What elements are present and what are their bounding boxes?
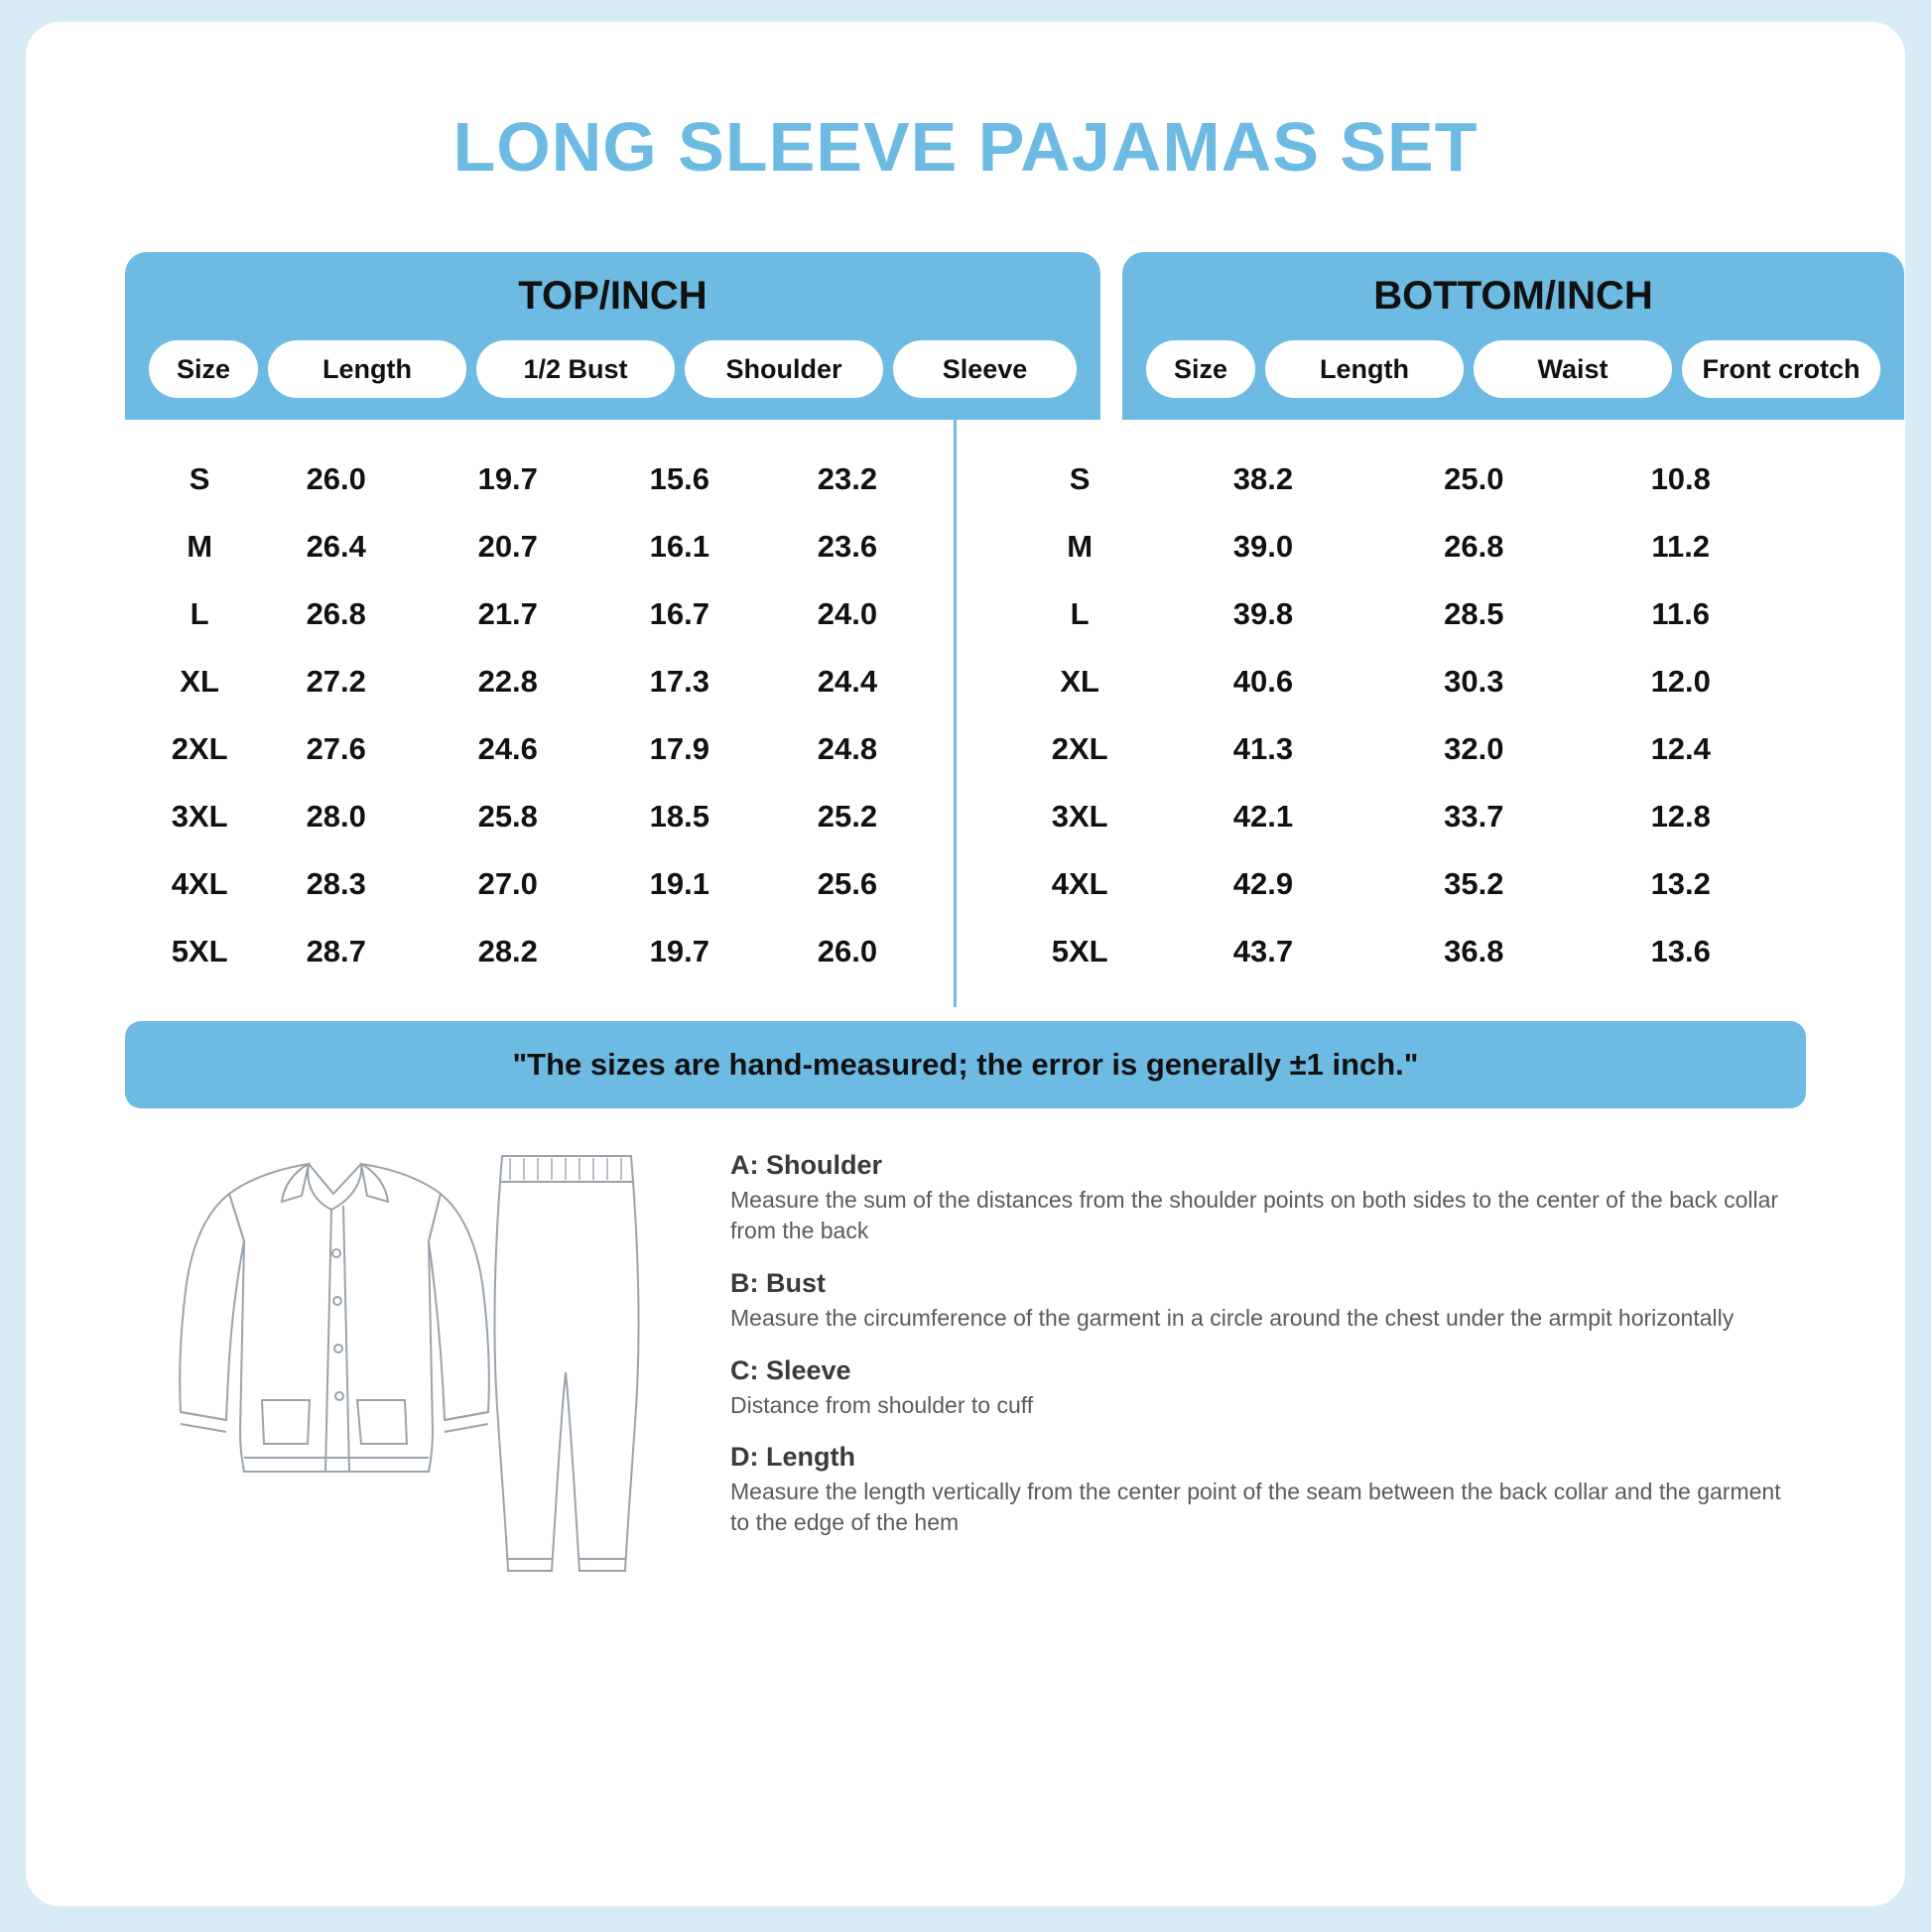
column-header-length: Length (268, 340, 466, 398)
cell-length: 39.8 (1232, 596, 1294, 632)
cell-half-bust: 25.8 (477, 799, 538, 835)
cell-size: 3XL (171, 799, 228, 835)
cell-shoulder: 17.3 (649, 664, 709, 700)
table-row (149, 918, 930, 985)
cell-size: 2XL (1051, 731, 1108, 767)
cell-half-bust: 28.2 (477, 934, 538, 969)
column-header-front-crotch: Front crotch (1682, 340, 1880, 398)
pajama-set-line-drawing (135, 1134, 691, 1601)
cell-front-crotch: 12.4 (1650, 731, 1711, 767)
cell-half-bust: 22.8 (477, 664, 538, 700)
definition-description: Measure the length vertically from the center point of the seam between the back collar and the garment to the edge of the hem (730, 1479, 1781, 1536)
cell-shoulder: 16.1 (649, 529, 709, 565)
cell-front-crotch: 11.2 (1651, 529, 1711, 565)
cell-length: 43.7 (1232, 934, 1294, 969)
table-row (149, 580, 930, 648)
top-table-heading: TOP/INCH (518, 274, 708, 318)
cell-length: 26.4 (306, 529, 366, 565)
definition-term: A: Shoulder (730, 1150, 882, 1181)
cell-shoulder: 19.7 (649, 934, 709, 969)
size-chart-card (26, 22, 1905, 1906)
table-row (1002, 446, 1783, 513)
cell-size: L (1070, 596, 1090, 632)
cell-size: M (187, 529, 213, 565)
cell-front-crotch: 13.2 (1650, 866, 1711, 902)
cell-front-crotch: 12.0 (1650, 664, 1711, 700)
measurement-note: "The sizes are hand-measured; the error is generally ±1 inch." (125, 1021, 1806, 1108)
cell-length: 28.3 (306, 866, 366, 902)
cell-size: 5XL (1051, 934, 1108, 969)
top-table-header (125, 252, 1100, 420)
cell-length: 28.7 (306, 934, 366, 969)
cell-front-crotch: 13.6 (1650, 934, 1711, 969)
cell-sleeve: 24.4 (817, 664, 878, 700)
table-row (149, 446, 930, 513)
cell-sleeve: 25.2 (817, 799, 878, 835)
cell-sleeve: 23.6 (817, 529, 878, 565)
cell-front-crotch: 11.6 (1651, 596, 1711, 632)
cell-size: XL (180, 664, 219, 700)
cell-length: 39.0 (1232, 529, 1294, 565)
table-row (1002, 580, 1783, 648)
definition-term: B: Bust (730, 1267, 826, 1298)
cell-length: 42.1 (1232, 799, 1294, 835)
cell-shoulder: 16.7 (649, 596, 709, 632)
cell-length: 28.0 (306, 799, 366, 835)
table-row (1002, 715, 1783, 783)
cell-waist: 32.0 (1444, 731, 1504, 767)
bottom-table-column-pills (1140, 340, 1886, 398)
cell-size: M (1067, 529, 1094, 565)
cell-length: 26.0 (306, 461, 366, 497)
definition-item (730, 1150, 1806, 1246)
cell-sleeve: 25.6 (817, 866, 878, 902)
bottom-table-header (1122, 252, 1904, 420)
top-table-column-pills (143, 340, 1083, 398)
cell-shoulder: 19.1 (649, 866, 709, 902)
bottom-table-body (978, 420, 1807, 1007)
table-row (1002, 918, 1783, 985)
table-data-row (125, 420, 1806, 1007)
cell-front-crotch: 10.8 (1650, 461, 1711, 497)
column-header-half-bust: 1/2 Bust (476, 340, 675, 398)
cell-half-bust: 27.0 (477, 866, 538, 902)
cell-waist: 30.3 (1444, 664, 1504, 700)
table-row (149, 648, 930, 715)
cell-length: 41.3 (1232, 731, 1294, 767)
cell-sleeve: 24.8 (817, 731, 878, 767)
cell-waist: 36.8 (1444, 934, 1504, 969)
cell-size: 4XL (171, 866, 228, 902)
cell-half-bust: 21.7 (477, 596, 538, 632)
cell-sleeve: 24.0 (817, 596, 878, 632)
guide-section (135, 1134, 1806, 1601)
definition-description: Measure the circumference of the garment in a circle around the chest under the armpit horizontally (730, 1304, 1735, 1331)
table-row (149, 850, 930, 918)
definition-description: Distance from shoulder to cuff (730, 1391, 1034, 1418)
column-header-size: Size (149, 340, 258, 398)
cell-sleeve: 23.2 (817, 461, 878, 497)
table-row (1002, 648, 1783, 715)
cell-front-crotch: 12.8 (1650, 799, 1711, 835)
cell-size: 2XL (171, 731, 228, 767)
pajama-set-illustration (135, 1134, 691, 1601)
cell-shoulder: 15.6 (649, 461, 709, 497)
table-headers-row (125, 252, 1861, 420)
measurement-definitions (730, 1134, 1806, 1601)
cell-half-bust: 19.7 (477, 461, 538, 497)
cell-sleeve: 26.0 (817, 934, 878, 969)
cell-waist: 25.0 (1444, 461, 1504, 497)
cell-size: 5XL (171, 934, 228, 969)
cell-length: 38.2 (1232, 461, 1294, 497)
definition-item (730, 1268, 1806, 1334)
cell-size: XL (1060, 664, 1099, 700)
table-row (149, 783, 930, 850)
column-header-length: Length (1265, 340, 1464, 398)
table-row (1002, 513, 1783, 580)
definition-description: Measure the sum of the distances from the shoulder points on both sides to the center of the back collar from the back (730, 1187, 1779, 1244)
cell-half-bust: 20.7 (477, 529, 538, 565)
table-row (149, 513, 930, 580)
column-header-shoulder: Shoulder (685, 340, 883, 398)
table-row (1002, 783, 1783, 850)
definition-item (730, 1442, 1806, 1538)
cell-size: 4XL (1051, 866, 1108, 902)
cell-size: S (189, 461, 210, 497)
table-row (1002, 850, 1783, 918)
cell-size: 3XL (1051, 799, 1108, 835)
cell-waist: 33.7 (1444, 799, 1504, 835)
top-table-body (125, 420, 957, 1007)
cell-size: L (190, 596, 209, 632)
cell-half-bust: 24.6 (477, 731, 538, 767)
cell-waist: 26.8 (1444, 529, 1504, 565)
size-tables (125, 252, 1861, 1007)
page-title: LONG SLEEVE PAJAMAS SET (452, 108, 1479, 186)
column-header-waist: Waist (1474, 340, 1672, 398)
table-row (149, 715, 930, 783)
cell-shoulder: 18.5 (649, 799, 709, 835)
cell-length: 40.6 (1232, 664, 1294, 700)
cell-waist: 35.2 (1444, 866, 1504, 902)
column-header-sleeve: Sleeve (893, 340, 1077, 398)
cell-length: 27.2 (306, 664, 366, 700)
definition-term: C: Sleeve (730, 1354, 851, 1385)
cell-length: 42.9 (1232, 866, 1294, 902)
cell-shoulder: 17.9 (649, 731, 709, 767)
column-header-size: Size (1146, 340, 1255, 398)
definition-item (730, 1355, 1806, 1421)
cell-size: S (1069, 461, 1091, 497)
cell-length: 27.6 (306, 731, 366, 767)
definition-term: D: Length (730, 1442, 855, 1473)
cell-length: 26.8 (306, 596, 366, 632)
bottom-table-heading: BOTTOM/INCH (1373, 274, 1653, 318)
cell-waist: 28.5 (1444, 596, 1504, 632)
